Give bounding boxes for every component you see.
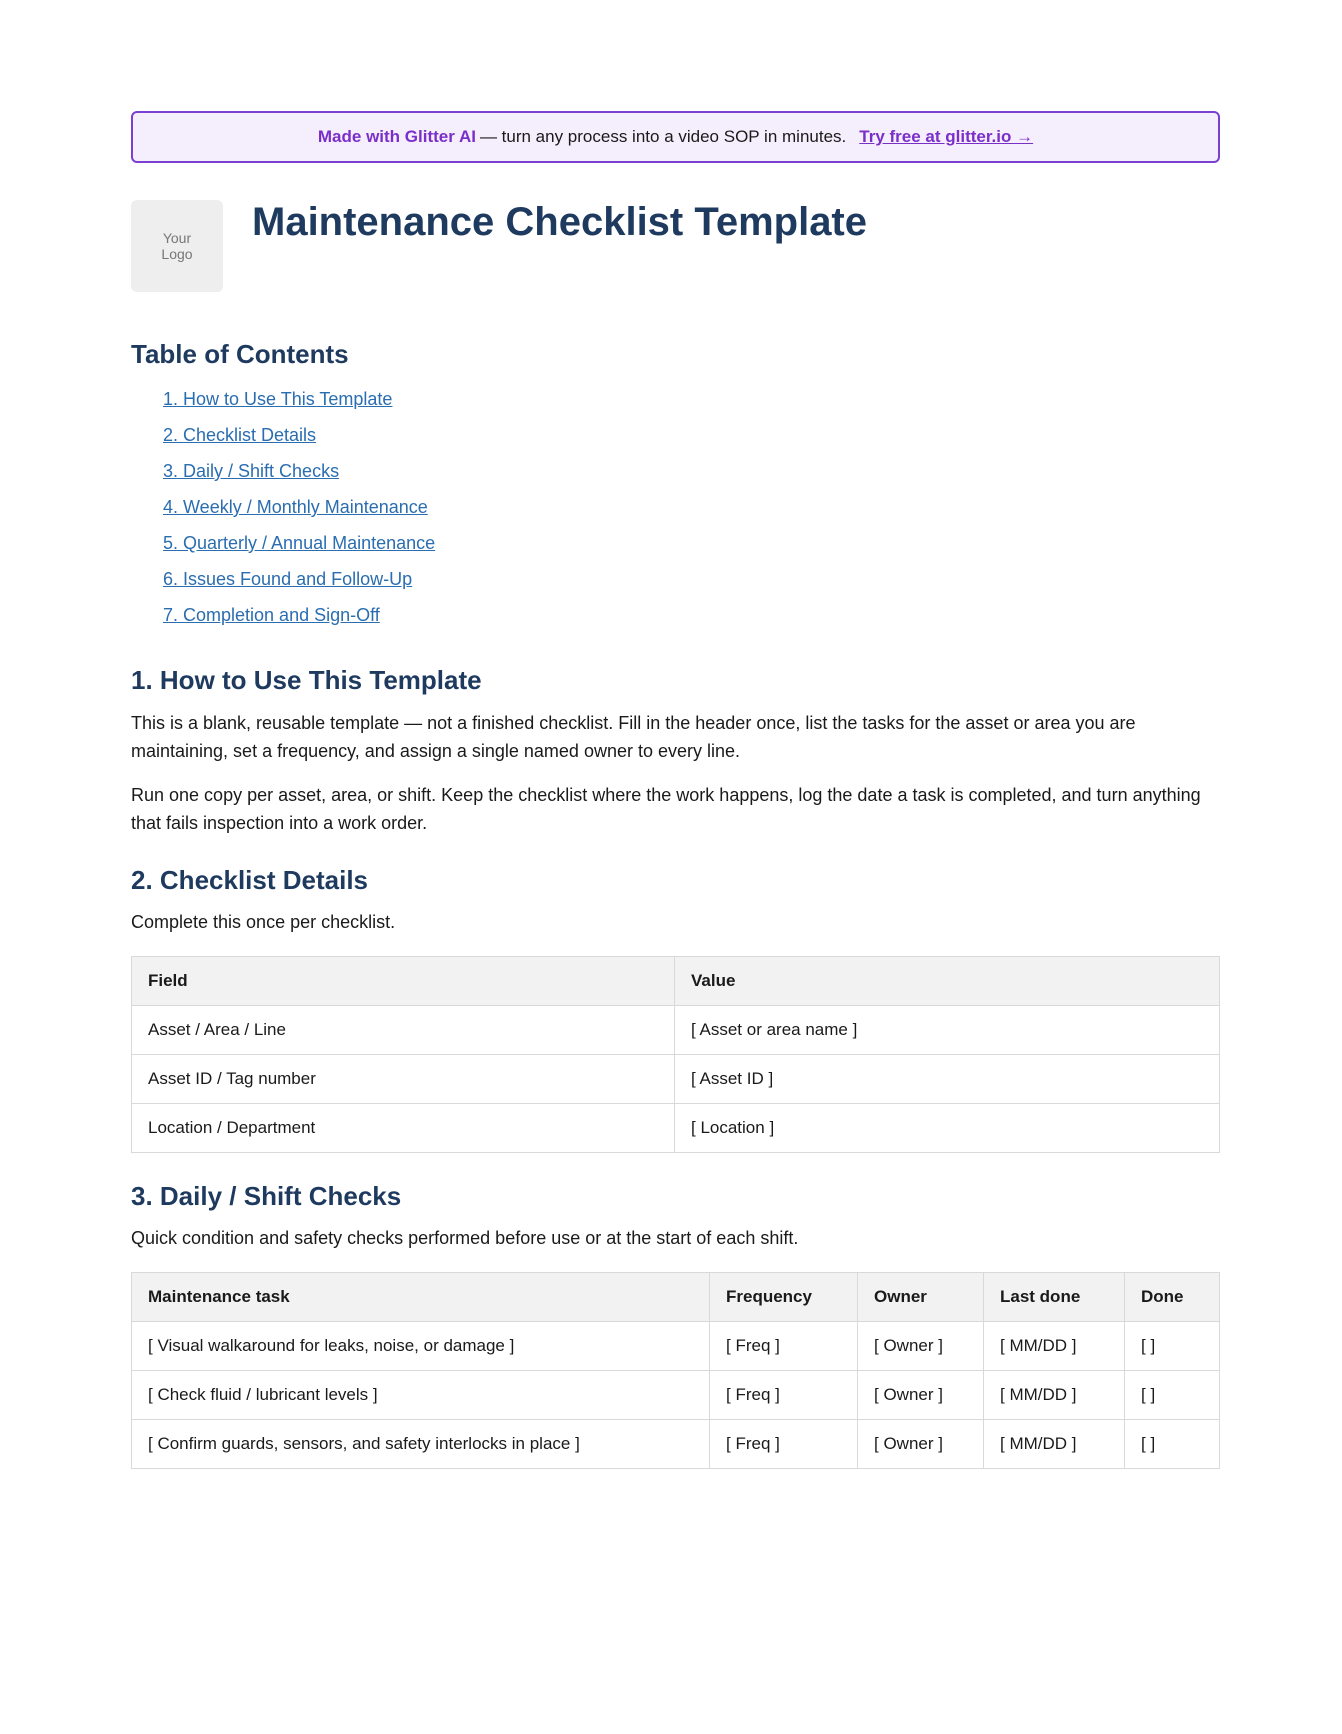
section-1-paragraph-1: This is a blank, reusable template — not a finished checklist. Fill in the header once, list the tasks for the asset or area you are maintaining, set a frequency, and assign a single named owner to every line.	[131, 713, 1136, 761]
column-header-owner: Owner	[858, 1273, 984, 1322]
section-2-heading: 2. Checklist Details	[131, 865, 368, 895]
column-header-field: Field	[132, 957, 675, 1006]
value-cell[interactable]: [ Location ]	[675, 1104, 1220, 1153]
toc-item	[163, 494, 1220, 530]
logo-line-1: Your	[162, 230, 192, 246]
column-header-frequency: Frequency	[710, 1273, 858, 1322]
logo-placeholder	[131, 200, 223, 292]
table-row	[132, 1104, 1220, 1153]
section-1-heading: 1. How to Use This Template	[131, 665, 482, 695]
banner-brand: Made with Glitter AI	[317, 127, 476, 146]
column-header-last-done: Last done	[984, 1273, 1125, 1322]
page-title: Maintenance Checklist Template	[252, 200, 867, 244]
last-done-cell[interactable]: [ MM/DD ]	[984, 1371, 1125, 1420]
table-row	[132, 1006, 1220, 1055]
toc-item	[163, 602, 1220, 638]
field-cell: Asset / Area / Line	[132, 1006, 675, 1055]
table-header-row	[132, 957, 1220, 1006]
toc-item	[163, 458, 1220, 494]
banner-text: — turn any process into a video SOP in minutes.	[479, 127, 847, 146]
promo-banner	[131, 111, 1220, 163]
document-header	[131, 200, 1220, 292]
last-done-cell[interactable]: [ MM/DD ]	[984, 1420, 1125, 1469]
section-3-intro: Quick condition and safety checks performed before use or at the start of each shift.	[131, 1228, 799, 1248]
task-cell[interactable]: [ Check fluid / lubricant levels ]	[132, 1371, 710, 1420]
frequency-cell[interactable]: [ Freq ]	[710, 1420, 858, 1469]
toc-item	[163, 422, 1220, 458]
toc-heading: Table of Contents	[131, 339, 349, 369]
column-header-value: Value	[675, 957, 1220, 1006]
banner-cta-link[interactable]: Try free at glitter.io →	[859, 127, 1034, 146]
toc-item	[163, 566, 1220, 602]
owner-cell[interactable]: [ Owner ]	[858, 1371, 984, 1420]
owner-cell[interactable]: [ Owner ]	[858, 1420, 984, 1469]
daily-checks-table	[131, 1272, 1220, 1469]
section-3-heading: 3. Daily / Shift Checks	[131, 1181, 402, 1211]
toc-link-2[interactable]: 2. Checklist Details	[163, 425, 317, 445]
done-checkbox-cell[interactable]: [ ]	[1125, 1371, 1220, 1420]
section-2-intro: Complete this once per checklist.	[131, 912, 396, 932]
column-header-task: Maintenance task	[132, 1273, 710, 1322]
value-cell[interactable]: [ Asset or area name ]	[675, 1006, 1220, 1055]
frequency-cell[interactable]: [ Freq ]	[710, 1371, 858, 1420]
last-done-cell[interactable]: [ MM/DD ]	[984, 1322, 1125, 1371]
toc-link-4[interactable]: 4. Weekly / Monthly Maintenance	[163, 497, 428, 517]
checklist-details-table	[131, 956, 1220, 1153]
done-checkbox-cell[interactable]: [ ]	[1125, 1322, 1220, 1371]
logo-line-2: Logo	[161, 246, 193, 262]
table-row	[132, 1322, 1220, 1371]
toc-link-3[interactable]: 3. Daily / Shift Checks	[163, 461, 340, 481]
value-cell[interactable]: [ Asset ID ]	[675, 1055, 1220, 1104]
toc-link-6[interactable]: 6. Issues Found and Follow-Up	[163, 569, 413, 589]
column-header-done: Done	[1125, 1273, 1220, 1322]
table-of-contents	[131, 386, 1220, 638]
frequency-cell[interactable]: [ Freq ]	[710, 1322, 858, 1371]
owner-cell[interactable]: [ Owner ]	[858, 1322, 984, 1371]
task-cell[interactable]: [ Confirm guards, sensors, and safety interlocks in place ]	[132, 1420, 710, 1469]
document-page	[131, 111, 1220, 1469]
table-row	[132, 1371, 1220, 1420]
toc-item	[163, 530, 1220, 566]
toc-link-1[interactable]: 1. How to Use This Template	[163, 389, 393, 409]
toc-item	[163, 386, 1220, 422]
task-cell[interactable]: [ Visual walkaround for leaks, noise, or damage ]	[132, 1322, 710, 1371]
section-1-paragraph-2: Run one copy per asset, area, or shift. Keep the checklist where the work happens, log the date a task is completed, and turn anything that fails inspection into a work order.	[131, 785, 1201, 833]
table-row	[132, 1420, 1220, 1469]
toc-link-5[interactable]: 5. Quarterly / Annual Maintenance	[163, 533, 436, 553]
done-checkbox-cell[interactable]: [ ]	[1125, 1420, 1220, 1469]
table-row	[132, 1055, 1220, 1104]
field-cell: Location / Department	[132, 1104, 675, 1153]
field-cell: Asset ID / Tag number	[132, 1055, 675, 1104]
table-header-row	[132, 1273, 1220, 1322]
toc-link-7[interactable]: 7. Completion and Sign-Off	[163, 605, 380, 625]
